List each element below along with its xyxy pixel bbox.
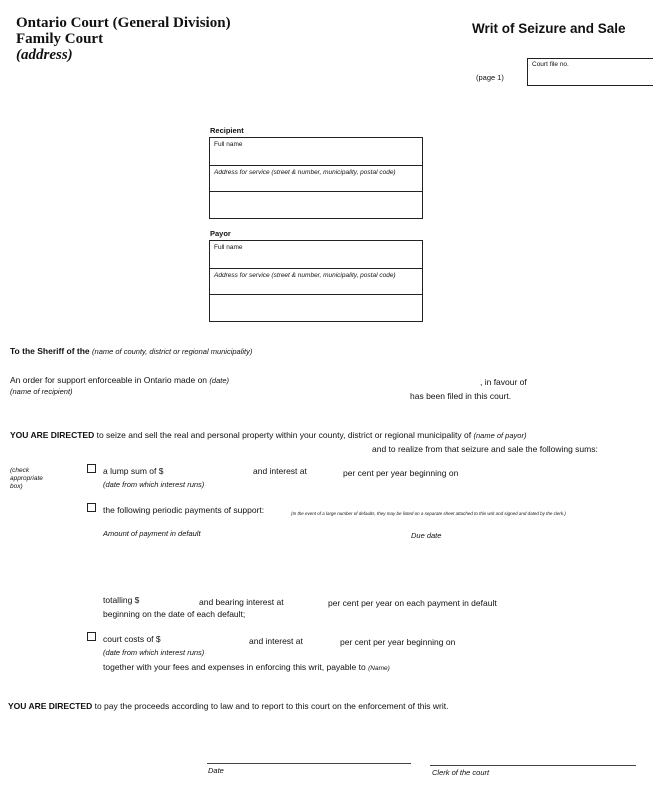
- court-costs-date-note: (date from which interest runs): [103, 648, 205, 657]
- check-box-note: [10, 467, 43, 491]
- directed-seize-text: to seize and sell the real and personal property within your county, district or regional municipality of: [96, 430, 472, 440]
- periodic-note: [291, 509, 641, 518]
- recipient-address-field[interactable]: [210, 166, 422, 192]
- lump-sum-checkbox[interactable]: [87, 464, 96, 473]
- lump-sum-interest-label: and interest at: [253, 466, 307, 476]
- court-name: Ontario Court (General Division): [16, 15, 231, 31]
- directed-pay-text: to pay the proceeds according to law and to report to this court on the enforcement of this writ.: [94, 701, 449, 711]
- order-date-label: (date): [209, 376, 230, 385]
- totalling-label: totalling $: [103, 595, 140, 605]
- sheriff-municipality-label: (name of county, district or regional municipality): [92, 347, 253, 356]
- court-file-box[interactable]: [527, 58, 653, 86]
- court-division: Family Court: [16, 31, 104, 47]
- court-costs-interest-label: and interest at: [249, 636, 303, 646]
- totalling-beginning-text: beginning on the date of each default;: [103, 609, 246, 619]
- fees-line: [103, 662, 390, 672]
- sheriff-label: To the Sheriff of the: [10, 346, 90, 356]
- payor-name-label: Full name: [214, 244, 243, 251]
- date-label: Date: [208, 766, 224, 775]
- check-note-line-3: box): [10, 483, 23, 490]
- payee-name-note: (Name): [368, 665, 390, 672]
- payor-name-note: (name of payor): [473, 431, 527, 440]
- clerk-label: Clerk of the court: [432, 768, 490, 777]
- directed-pay-line: [8, 701, 449, 711]
- recipient-address-field-2[interactable]: [210, 192, 422, 218]
- realize-text: and to realize from that seizure and sale the following sums:: [372, 444, 598, 454]
- clerk-signature-line[interactable]: [430, 765, 636, 766]
- recipient-heading: Recipient: [210, 126, 244, 135]
- payor-address-label: Address for service (street & number, municipality, postal code): [214, 272, 396, 279]
- filed-text: has been filed in this court.: [410, 391, 512, 401]
- payor-address-field-2[interactable]: [210, 295, 422, 321]
- court-costs-checkbox[interactable]: [87, 632, 96, 641]
- lump-sum-label: a lump sum of $: [103, 466, 164, 476]
- court-file-label: Court file no.: [532, 61, 569, 68]
- totalling-bearing-label: and bearing interest at: [199, 597, 284, 607]
- due-date-label: Due date: [411, 531, 442, 540]
- order-line: [10, 375, 229, 385]
- lump-sum-percent-label: per cent per year beginning on: [343, 468, 459, 478]
- court-address-label: (address): [16, 47, 73, 63]
- totalling-percent-label: per cent per year on each payment in default: [328, 598, 497, 608]
- recipient-name-label: Full name: [214, 141, 243, 148]
- directed-pay-heading: YOU ARE DIRECTED: [8, 701, 93, 711]
- periodic-note-text: (In the event of a large number of defaults, they may be listed on a separate sheet attached to this writ and signed and dated by the clerk.): [291, 511, 566, 516]
- page-number: (page 1): [476, 73, 504, 82]
- periodic-label: the following periodic payments of support:: [103, 505, 265, 515]
- check-note-line-2: appropriate: [10, 475, 43, 482]
- sheriff-line[interactable]: [10, 346, 252, 356]
- recipient-name-note: (name of recipient): [10, 387, 73, 396]
- amount-in-default-label: Amount of payment in default: [103, 529, 201, 538]
- check-note-line-1: (check: [10, 467, 30, 474]
- payor-heading: Payor: [210, 229, 231, 238]
- recipient-address-label: Address for service (street & number, municipality, postal code): [214, 169, 396, 176]
- form-title: Writ of Seizure and Sale: [472, 21, 626, 36]
- fees-text: together with your fees and expenses in enforcing this writ, payable to: [103, 662, 366, 672]
- date-signature-line[interactable]: [207, 763, 411, 764]
- recipient-name-field[interactable]: [210, 138, 422, 166]
- court-costs-percent-label: per cent per year beginning on: [340, 637, 456, 647]
- lump-sum-date-note: (date from which interest runs): [103, 480, 205, 489]
- recipient-box: [209, 137, 423, 219]
- payor-name-field[interactable]: [210, 241, 422, 269]
- payor-address-field[interactable]: [210, 269, 422, 295]
- court-costs-label: court costs of $: [103, 634, 161, 644]
- periodic-checkbox[interactable]: [87, 503, 96, 512]
- directed-seize-heading: YOU ARE DIRECTED: [10, 430, 95, 440]
- directed-seize-line: [10, 430, 526, 440]
- order-text: An order for support enforceable in Ontario made on: [10, 375, 208, 385]
- in-favour-text: , in favour of: [480, 377, 527, 387]
- payor-box: [209, 240, 423, 322]
